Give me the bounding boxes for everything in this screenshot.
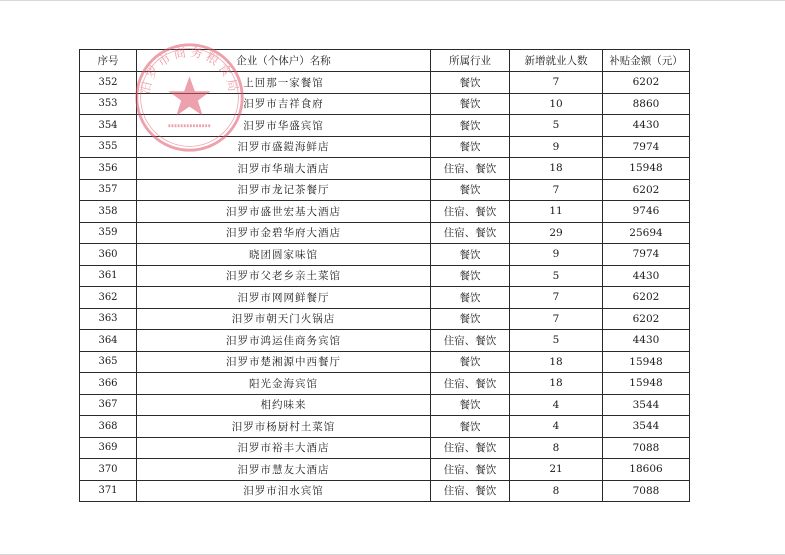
row-industry-cell: 餐饮: [431, 115, 510, 137]
row-name-cell: 汨罗市慧友大酒店: [137, 459, 431, 481]
table-row: [80, 265, 690, 287]
row-seq-cell: 366: [80, 373, 137, 395]
row-industry-cell: 住宿、餐饮: [431, 480, 510, 502]
table-row: [80, 201, 690, 223]
table-row: [80, 244, 690, 266]
row-seq-cell: 355: [80, 136, 137, 158]
row-subsidy-cell: 4430: [603, 115, 690, 137]
row-seq-cell: 368: [80, 416, 137, 438]
row-new-jobs-cell: 9: [510, 244, 603, 266]
table-row: [80, 93, 690, 115]
row-new-jobs-cell: 18: [510, 373, 603, 395]
row-subsidy-cell: 3544: [603, 416, 690, 438]
row-seq-cell: 364: [80, 330, 137, 352]
row-industry-cell: 餐饮: [431, 351, 510, 373]
row-new-jobs-cell: 5: [510, 265, 603, 287]
row-new-jobs-cell: 18: [510, 351, 603, 373]
row-seq-cell: 361: [80, 265, 137, 287]
row-name-cell: 汨罗市华瑞大酒店: [137, 158, 431, 180]
row-subsidy-cell: 4430: [603, 265, 690, 287]
row-new-jobs-cell: 8: [510, 480, 603, 502]
row-name-cell: 汨罗市父老乡亲土菜馆: [137, 265, 431, 287]
row-subsidy-cell: 8860: [603, 93, 690, 115]
row-industry-cell: 餐饮: [431, 416, 510, 438]
table-row: [80, 158, 690, 180]
table-row: [80, 373, 690, 395]
row-industry-cell: 餐饮: [431, 179, 510, 201]
row-subsidy-cell: 6202: [603, 72, 690, 94]
header-new-jobs: 新增就业人数: [510, 50, 603, 72]
row-subsidy-cell: 25694: [603, 222, 690, 244]
row-name-cell: 汨罗市盛世宏基大酒店: [137, 201, 431, 223]
header-subsidy: 补贴金额（元）: [603, 50, 690, 72]
table-row: [80, 330, 690, 352]
row-industry-cell: 餐饮: [431, 265, 510, 287]
row-subsidy-cell: 3544: [603, 394, 690, 416]
row-name-cell: 汨罗市鸿运佳商务宾馆: [137, 330, 431, 352]
row-subsidy-cell: 7974: [603, 136, 690, 158]
row-new-jobs-cell: 8: [510, 437, 603, 459]
row-industry-cell: 住宿、餐饮: [431, 330, 510, 352]
row-seq-cell: 357: [80, 179, 137, 201]
row-new-jobs-cell: 5: [510, 330, 603, 352]
row-subsidy-cell: 9746: [603, 201, 690, 223]
row-industry-cell: 餐饮: [431, 244, 510, 266]
row-new-jobs-cell: 21: [510, 459, 603, 481]
row-name-cell: 汨罗市汨水宾馆: [137, 480, 431, 502]
row-new-jobs-cell: 4: [510, 394, 603, 416]
row-seq-cell: 358: [80, 201, 137, 223]
row-new-jobs-cell: 7: [510, 179, 603, 201]
row-subsidy-cell: 7088: [603, 480, 690, 502]
document-page: [79, 49, 689, 502]
row-name-cell: 晓团圆家味馆: [137, 244, 431, 266]
header-industry: 所属行业: [431, 50, 510, 72]
row-subsidy-cell: 18606: [603, 459, 690, 481]
table-row: [80, 437, 690, 459]
row-name-cell: 汨罗市金碧华府大酒店: [137, 222, 431, 244]
row-subsidy-cell: 6202: [603, 308, 690, 330]
row-subsidy-cell: 7088: [603, 437, 690, 459]
row-new-jobs-cell: 9: [510, 136, 603, 158]
row-subsidy-cell: 15948: [603, 351, 690, 373]
row-seq-cell: 352: [80, 72, 137, 94]
row-subsidy-cell: 4430: [603, 330, 690, 352]
table-row: [80, 416, 690, 438]
table-row: [80, 115, 690, 137]
row-seq-cell: 362: [80, 287, 137, 309]
header-name: 企业（个体户）名称: [137, 50, 431, 72]
table-row: [80, 351, 690, 373]
row-seq-cell: 359: [80, 222, 137, 244]
row-industry-cell: 住宿、餐饮: [431, 201, 510, 223]
subsidy-table: [79, 49, 690, 502]
row-seq-cell: 353: [80, 93, 137, 115]
row-industry-cell: 住宿、餐饮: [431, 373, 510, 395]
table-row: [80, 480, 690, 502]
row-seq-cell: 367: [80, 394, 137, 416]
row-name-cell: 汨罗市裕丰大酒店: [137, 437, 431, 459]
table-row: [80, 459, 690, 481]
row-name-cell: 阳光金海宾馆: [137, 373, 431, 395]
row-industry-cell: 餐饮: [431, 394, 510, 416]
row-seq-cell: 370: [80, 459, 137, 481]
row-seq-cell: 363: [80, 308, 137, 330]
row-subsidy-cell: 15948: [603, 373, 690, 395]
row-new-jobs-cell: 11: [510, 201, 603, 223]
row-new-jobs-cell: 4: [510, 416, 603, 438]
row-subsidy-cell: 6202: [603, 179, 690, 201]
row-new-jobs-cell: 29: [510, 222, 603, 244]
row-seq-cell: 360: [80, 244, 137, 266]
row-new-jobs-cell: 7: [510, 72, 603, 94]
row-industry-cell: 餐饮: [431, 287, 510, 309]
row-industry-cell: 餐饮: [431, 72, 510, 94]
row-subsidy-cell: 6202: [603, 287, 690, 309]
row-new-jobs-cell: 18: [510, 158, 603, 180]
row-subsidy-cell: 15948: [603, 158, 690, 180]
row-industry-cell: 住宿、餐饮: [431, 437, 510, 459]
row-new-jobs-cell: 10: [510, 93, 603, 115]
row-subsidy-cell: 7974: [603, 244, 690, 266]
row-name-cell: 上回那一家餐馆: [137, 72, 431, 94]
row-industry-cell: 餐饮: [431, 93, 510, 115]
table-row: [80, 179, 690, 201]
row-seq-cell: 365: [80, 351, 137, 373]
table-row: [80, 394, 690, 416]
row-industry-cell: 餐饮: [431, 308, 510, 330]
header-seq: 序号: [80, 50, 137, 72]
table-row: [80, 136, 690, 158]
row-seq-cell: 354: [80, 115, 137, 137]
row-seq-cell: 369: [80, 437, 137, 459]
table-header-row: [80, 50, 690, 72]
svg-text:汨罗市商务粮食局: 汨罗市商务粮食局: [136, 43, 243, 96]
table-row: [80, 72, 690, 94]
row-name-cell: 相约味来: [137, 394, 431, 416]
row-new-jobs-cell: 7: [510, 308, 603, 330]
row-name-cell: 汨罗市龙记茶餐厅: [137, 179, 431, 201]
row-name-cell: 汨罗市杨厨村土菜馆: [137, 416, 431, 438]
table-body: [80, 72, 690, 502]
row-industry-cell: 住宿、餐饮: [431, 222, 510, 244]
row-name-cell: 汨罗市盛鎧海鲜店: [137, 136, 431, 158]
row-industry-cell: 餐饮: [431, 136, 510, 158]
row-name-cell: 汨罗市楚湘源中西餐厅: [137, 351, 431, 373]
row-new-jobs-cell: 5: [510, 115, 603, 137]
row-name-cell: 汨罗市网网鲜餐厅: [137, 287, 431, 309]
row-industry-cell: 住宿、餐饮: [431, 459, 510, 481]
row-seq-cell: 356: [80, 158, 137, 180]
row-industry-cell: 住宿、餐饮: [431, 158, 510, 180]
table-row: [80, 308, 690, 330]
table-row: [80, 222, 690, 244]
row-seq-cell: 371: [80, 480, 137, 502]
row-name-cell: 汨罗市华盛宾馆: [137, 115, 431, 137]
row-name-cell: 汨罗市吉祥食府: [137, 93, 431, 115]
row-name-cell: 汨罗市朝天门火锅店: [137, 308, 431, 330]
table-row: [80, 287, 690, 309]
row-new-jobs-cell: 7: [510, 287, 603, 309]
